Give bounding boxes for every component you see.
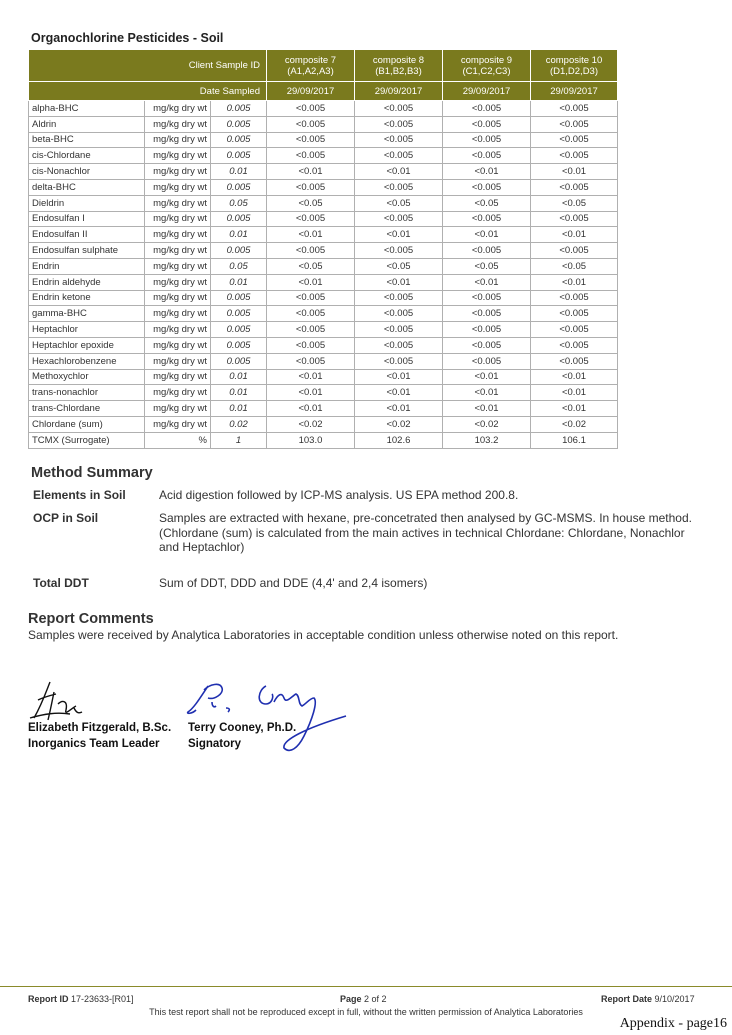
method-text: Acid digestion followed by ICP-MS analysis. US EPA method 200.8. xyxy=(159,488,519,502)
client-sample-id-label: Client Sample ID xyxy=(29,50,267,82)
result-value: <0.005 xyxy=(267,306,355,322)
analyte-unit: mg/kg dry wt xyxy=(145,353,211,369)
method-item-total-ddt xyxy=(33,576,713,592)
result-value: <0.05 xyxy=(267,195,355,211)
result-value: <0.01 xyxy=(355,385,443,401)
result-value: <0.005 xyxy=(267,337,355,353)
analyte-unit: mg/kg dry wt xyxy=(145,401,211,417)
footer-report-date: Report Date 9/10/2017 xyxy=(601,994,695,1004)
detection-limit: 0.005 xyxy=(211,101,267,117)
result-value: <0.005 xyxy=(443,101,531,117)
detection-limit: 0.005 xyxy=(211,353,267,369)
result-value: <0.005 xyxy=(267,148,355,164)
analyte-unit: mg/kg dry wt xyxy=(145,211,211,227)
analyte-name: cis-Chlordane xyxy=(29,148,145,164)
detection-limit: 0.02 xyxy=(211,416,267,432)
result-value: <0.005 xyxy=(355,101,443,117)
result-value: <0.01 xyxy=(355,274,443,290)
analyte-name: TCMX (Surrogate) xyxy=(29,432,145,448)
result-value: <0.005 xyxy=(531,211,618,227)
detection-limit: 0.005 xyxy=(211,211,267,227)
result-value: <0.005 xyxy=(443,211,531,227)
result-value: <0.01 xyxy=(443,274,531,290)
table-row xyxy=(29,132,618,148)
table-row xyxy=(29,195,618,211)
analyte-unit: mg/kg dry wt xyxy=(145,306,211,322)
table-row xyxy=(29,164,618,180)
result-value: <0.005 xyxy=(443,148,531,164)
footer-notice: This test report shall not be reproduced except in full, without the written permission of Analytica Laboratories xyxy=(149,1007,583,1017)
result-value: <0.01 xyxy=(443,369,531,385)
result-value: <0.01 xyxy=(531,401,618,417)
result-value: <0.005 xyxy=(267,322,355,338)
result-value: <0.005 xyxy=(531,290,618,306)
result-value: <0.01 xyxy=(531,369,618,385)
result-value: <0.005 xyxy=(267,116,355,132)
result-value: <0.005 xyxy=(531,132,618,148)
analyte-name: Endrin xyxy=(29,258,145,274)
signature-fitzgerald-graphic xyxy=(26,678,86,724)
result-value: <0.01 xyxy=(267,274,355,290)
result-value: <0.05 xyxy=(355,258,443,274)
result-value: <0.01 xyxy=(443,164,531,180)
result-value: <0.005 xyxy=(355,132,443,148)
detection-limit: 1 xyxy=(211,432,267,448)
appendix-label: Appendix - page16 xyxy=(619,1016,727,1031)
result-value: <0.01 xyxy=(531,385,618,401)
detection-limit: 0.01 xyxy=(211,164,267,180)
analyte-unit: mg/kg dry wt xyxy=(145,132,211,148)
header-row-date xyxy=(29,82,618,101)
result-value: <0.005 xyxy=(531,243,618,259)
result-value: 102.6 xyxy=(355,432,443,448)
footer-divider xyxy=(0,986,732,987)
analyte-name: Chlordane (sum) xyxy=(29,416,145,432)
result-value: <0.01 xyxy=(443,227,531,243)
signatory-role: Inorganics Team Leader xyxy=(28,738,160,750)
analyte-name: beta-BHC xyxy=(29,132,145,148)
result-value: <0.01 xyxy=(355,369,443,385)
signatory-fitzgerald xyxy=(28,720,171,752)
analyte-name: cis-Nonachlor xyxy=(29,164,145,180)
analyte-name: trans-Chlordane xyxy=(29,401,145,417)
result-value: <0.01 xyxy=(267,227,355,243)
result-value: <0.005 xyxy=(443,306,531,322)
result-value: <0.005 xyxy=(531,337,618,353)
result-value: <0.005 xyxy=(531,322,618,338)
signatory-name: Terry Cooney, Ph.D. xyxy=(188,722,297,734)
detection-limit: 0.005 xyxy=(211,322,267,338)
result-value: <0.005 xyxy=(531,353,618,369)
report-comments-title: Report Comments xyxy=(28,611,154,627)
analyte-name: trans-nonachlor xyxy=(29,385,145,401)
table-row xyxy=(29,243,618,259)
result-value: <0.005 xyxy=(355,353,443,369)
detection-limit: 0.005 xyxy=(211,290,267,306)
result-value: <0.01 xyxy=(443,385,531,401)
result-value: <0.05 xyxy=(267,258,355,274)
method-text: Samples are extracted with hexane, pre-concetrated then analysed by GC-MSMS. In house method. (Chlordane (sum) is calculated from the main actives in technical Chlordane: Chlordane, Nonachlor and Heptachlor) xyxy=(159,511,692,554)
analyte-name: alpha-BHC xyxy=(29,101,145,117)
result-value: <0.05 xyxy=(443,195,531,211)
signatory-cooney xyxy=(188,720,296,752)
detection-limit: 0.005 xyxy=(211,132,267,148)
method-item-elements xyxy=(33,488,713,504)
result-value: <0.01 xyxy=(531,164,618,180)
detection-limit: 0.01 xyxy=(211,274,267,290)
sample-header: composite 10 (D1,D2,D3) xyxy=(531,50,618,82)
result-value: <0.005 xyxy=(443,353,531,369)
analyte-unit: mg/kg dry wt xyxy=(145,116,211,132)
result-value: <0.005 xyxy=(267,243,355,259)
result-value: <0.005 xyxy=(355,337,443,353)
analyte-unit: mg/kg dry wt xyxy=(145,243,211,259)
analyte-name: Hexachlorobenzene xyxy=(29,353,145,369)
date-sampled-value: 29/09/2017 xyxy=(267,82,355,101)
analyte-unit: mg/kg dry wt xyxy=(145,322,211,338)
result-value: <0.005 xyxy=(355,179,443,195)
detection-limit: 0.005 xyxy=(211,243,267,259)
section-title: Organochlorine Pesticides - Soil xyxy=(31,31,224,45)
header-row-sample-id xyxy=(29,50,618,82)
method-summary-title: Method Summary xyxy=(31,465,153,481)
analyte-name: Aldrin xyxy=(29,116,145,132)
result-value: <0.01 xyxy=(531,227,618,243)
analyte-name: Endosulfan II xyxy=(29,227,145,243)
date-sampled-value: 29/09/2017 xyxy=(355,82,443,101)
result-value: <0.01 xyxy=(355,401,443,417)
analyte-name: Endrin aldehyde xyxy=(29,274,145,290)
detection-limit: 0.01 xyxy=(211,385,267,401)
analyte-name: gamma-BHC xyxy=(29,306,145,322)
result-value: <0.05 xyxy=(355,195,443,211)
analyte-unit: mg/kg dry wt xyxy=(145,385,211,401)
result-value: <0.005 xyxy=(443,116,531,132)
method-label: OCP in Soil xyxy=(33,511,99,525)
table-row xyxy=(29,258,618,274)
detection-limit: 0.01 xyxy=(211,401,267,417)
result-value: <0.005 xyxy=(355,211,443,227)
analyte-name: Methoxychlor xyxy=(29,369,145,385)
result-value: <0.005 xyxy=(355,306,443,322)
analyte-name: Endosulfan I xyxy=(29,211,145,227)
analyte-unit: mg/kg dry wt xyxy=(145,258,211,274)
analyte-unit: mg/kg dry wt xyxy=(145,369,211,385)
result-value: <0.05 xyxy=(531,258,618,274)
result-value: <0.005 xyxy=(355,116,443,132)
result-value: <0.005 xyxy=(267,290,355,306)
result-value: <0.01 xyxy=(355,164,443,180)
result-value: <0.005 xyxy=(443,290,531,306)
analyte-unit: mg/kg dry wt xyxy=(145,179,211,195)
analyte-name: Endosulfan sulphate xyxy=(29,243,145,259)
table-row xyxy=(29,401,618,417)
result-value: <0.005 xyxy=(355,148,443,164)
result-value: <0.005 xyxy=(355,290,443,306)
analyte-unit: mg/kg dry wt xyxy=(145,337,211,353)
table-row xyxy=(29,432,618,448)
sample-header: composite 9 (C1,C2,C3) xyxy=(443,50,531,82)
result-value: <0.01 xyxy=(443,401,531,417)
result-value: <0.05 xyxy=(443,258,531,274)
result-value: <0.005 xyxy=(531,179,618,195)
result-value: <0.01 xyxy=(531,274,618,290)
date-sampled-label: Date Sampled xyxy=(29,82,267,101)
method-item-ocp xyxy=(33,511,713,571)
detection-limit: 0.005 xyxy=(211,179,267,195)
result-value: <0.005 xyxy=(531,306,618,322)
result-value: <0.005 xyxy=(355,322,443,338)
result-value: <0.05 xyxy=(531,195,618,211)
detection-limit: 0.05 xyxy=(211,258,267,274)
detection-limit: 0.005 xyxy=(211,337,267,353)
result-value: <0.005 xyxy=(355,243,443,259)
signatory-name: Elizabeth Fitzgerald, B.Sc. xyxy=(28,722,172,734)
result-value: <0.005 xyxy=(443,243,531,259)
result-value: <0.02 xyxy=(267,416,355,432)
table-row xyxy=(29,369,618,385)
table-row xyxy=(29,353,618,369)
analyte-unit: mg/kg dry wt xyxy=(145,195,211,211)
table-row xyxy=(29,337,618,353)
analyte-unit: mg/kg dry wt xyxy=(145,290,211,306)
result-value: <0.01 xyxy=(355,227,443,243)
analyte-name: Heptachlor xyxy=(29,322,145,338)
table-row xyxy=(29,179,618,195)
result-value: <0.005 xyxy=(267,101,355,117)
result-value: <0.005 xyxy=(443,179,531,195)
detection-limit: 0.01 xyxy=(211,369,267,385)
table-row xyxy=(29,306,618,322)
analyte-name: Heptachlor epoxide xyxy=(29,337,145,353)
table-row xyxy=(29,116,618,132)
analyte-unit: % xyxy=(145,432,211,448)
detection-limit: 0.005 xyxy=(211,116,267,132)
result-value: 103.2 xyxy=(443,432,531,448)
date-sampled-value: 29/09/2017 xyxy=(531,82,618,101)
sample-header: composite 7 (A1,A2,A3) xyxy=(267,50,355,82)
report-comments-text: Samples were received by Analytica Laboratories in acceptable condition unless otherwise noted on this report. xyxy=(28,628,619,642)
result-value: <0.005 xyxy=(443,337,531,353)
signatory-role: Signatory xyxy=(188,738,242,750)
result-value: <0.01 xyxy=(267,369,355,385)
analyte-unit: mg/kg dry wt xyxy=(145,227,211,243)
result-value: <0.005 xyxy=(267,179,355,195)
table-row xyxy=(29,274,618,290)
result-value: <0.005 xyxy=(531,148,618,164)
footer-report-id: Report ID 17-23633-[R01] xyxy=(28,994,134,1004)
result-value: <0.005 xyxy=(531,101,618,117)
sample-header: composite 8 (B1,B2,B3) xyxy=(355,50,443,82)
result-value: <0.02 xyxy=(355,416,443,432)
table-row xyxy=(29,322,618,338)
analyte-unit: mg/kg dry wt xyxy=(145,148,211,164)
result-value: <0.02 xyxy=(531,416,618,432)
result-value: <0.01 xyxy=(267,164,355,180)
table-row xyxy=(29,227,618,243)
method-text: Sum of DDT, DDD and DDE (4,4' and 2,4 isomers) xyxy=(159,576,428,590)
table-row xyxy=(29,385,618,401)
result-value: <0.005 xyxy=(531,116,618,132)
result-value: <0.01 xyxy=(267,385,355,401)
analyte-unit: mg/kg dry wt xyxy=(145,274,211,290)
analyte-name: Dieldrin xyxy=(29,195,145,211)
detection-limit: 0.05 xyxy=(211,195,267,211)
result-value: <0.005 xyxy=(267,211,355,227)
result-value: <0.005 xyxy=(443,322,531,338)
result-value: 103.0 xyxy=(267,432,355,448)
result-value: <0.005 xyxy=(443,132,531,148)
table-row xyxy=(29,290,618,306)
result-value: <0.01 xyxy=(267,401,355,417)
date-sampled-value: 29/09/2017 xyxy=(443,82,531,101)
table-row xyxy=(29,148,618,164)
analyte-unit: mg/kg dry wt xyxy=(145,416,211,432)
results-table xyxy=(28,49,618,449)
method-label: Elements in Soil xyxy=(33,488,126,502)
analyte-unit: mg/kg dry wt xyxy=(145,101,211,117)
detection-limit: 0.01 xyxy=(211,227,267,243)
result-value: <0.005 xyxy=(267,353,355,369)
table-row xyxy=(29,416,618,432)
result-value: 106.1 xyxy=(531,432,618,448)
result-value: <0.02 xyxy=(443,416,531,432)
table-row xyxy=(29,211,618,227)
analyte-name: delta-BHC xyxy=(29,179,145,195)
detection-limit: 0.005 xyxy=(211,306,267,322)
footer-page: Page 2 of 2 xyxy=(340,994,387,1004)
analyte-unit: mg/kg dry wt xyxy=(145,164,211,180)
analyte-name: Endrin ketone xyxy=(29,290,145,306)
table-row xyxy=(29,101,618,117)
detection-limit: 0.005 xyxy=(211,148,267,164)
method-label: Total DDT xyxy=(33,576,89,590)
result-value: <0.005 xyxy=(267,132,355,148)
